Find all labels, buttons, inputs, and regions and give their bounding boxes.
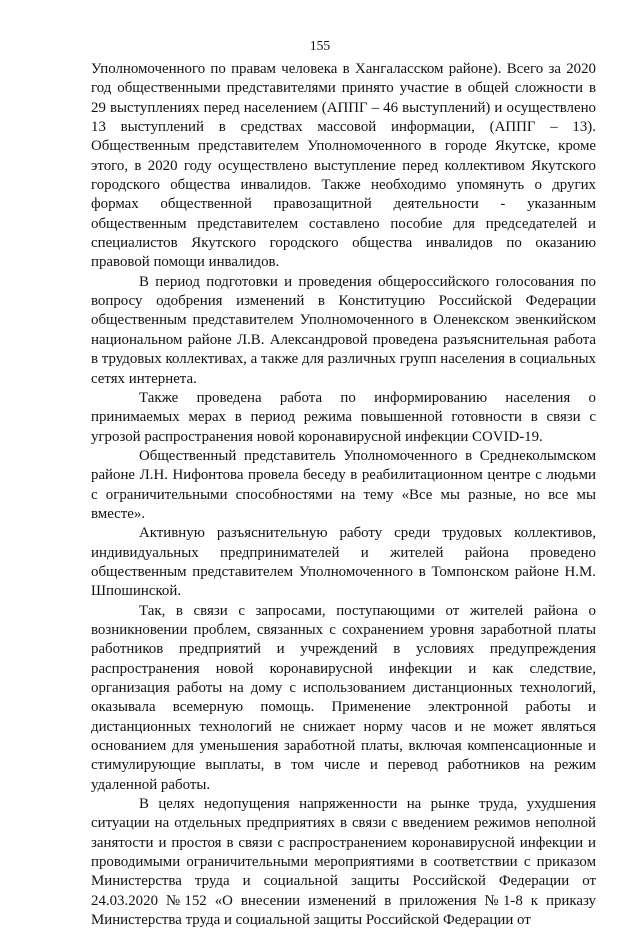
paragraph-continuation: Уполномоченного по правам человека в Хангаласском районе). Всего за 2020 год общественными представителями принято участие в общей сложности в 29 выступлениях перед населением (АППГ – 46 выступлений) и осуществлено 13 выступлений в средствах массовой информации, (АППГ – 13). Общественным представителем Уполномоченного в городе Якутске, кроме этого, в 2020 году осуществлено выступление перед коллективом Якутского городского общества инвалидов. Также необходимо упомянуть о других формах общественной правозащитной деятельности - указанным общественным представителем составлено пособие для председателей и специалистов Якутского городского общества инвалидов по оказанию правовой помощи инвалидов. (91, 61, 596, 271)
paragraph: В период подготовки и проведения общероссийского голосования по вопросу одобрения изменений в Конституцию Российской Федерации общественным представителем Уполномоченного в Оленекском эвенкийском национальном районе Л.В. Александровой проведена разъяснительная работа в трудовых коллективах, а также для различных групп населения в социальных сетях интернета. (91, 273, 596, 387)
paragraph: Общественный представитель Уполномоченного в Среднеколымском районе Л.Н. Нифонтова провела беседу в реабилитационном центре с людьми с ограничительными способностями на тему «Все мы разные, но все мы вместе». (91, 447, 596, 522)
paragraph: Активную разъяснительную работу среди трудовых коллективов, индивидуальных предпринимателей и жителей района проведено общественным представителем Уполномоченного в Томпонском районе Н.М. Шпошинской. (91, 525, 596, 600)
paragraph: Также проведена работа по информированию населения о принимаемых мерах в период режима повышенной готовности в связи с угрозой распространения новой коронавирусной инфекции COVID-19. (91, 389, 596, 445)
paragraph: Так, в связи с запросами, поступающими от жителей района о возникновении проблем, связанных с сохранением уровня заработной платы работников предприятий и учреждений в условиях предупреждения распространения новой коронавирусной инфекции и как следствие, организация работы на дому с использованием дистанционных технологий, оказывала всемерную помощь. Применение электронной работы и дистанционных технологий не снижает норму часов и не может являться основанием для уменьшения заработной платы, включая компенсационные и стимулирующие выплаты, в том числе и перевод работников на режим удаленной работы. (91, 602, 596, 793)
paragraph: В целях недопущения напряженности на рынке труда, ухудшения ситуации на отдельных предприятиях в связи с введением режимов неполной занятости и простоя в связи с распространением коронавирусной инфекции и проводимыми ограничительными мероприятиями в соответствии с приказом Министерства труда и социальной защиты Российской Федерации от 24.03.2020 №152 «О внесении изменений в приложения №1-8 к приказу Министерства труда и социальной защиты Российской Федерации от (91, 796, 596, 929)
page-body (91, 60, 596, 930)
page-number: 155 (309, 38, 331, 53)
